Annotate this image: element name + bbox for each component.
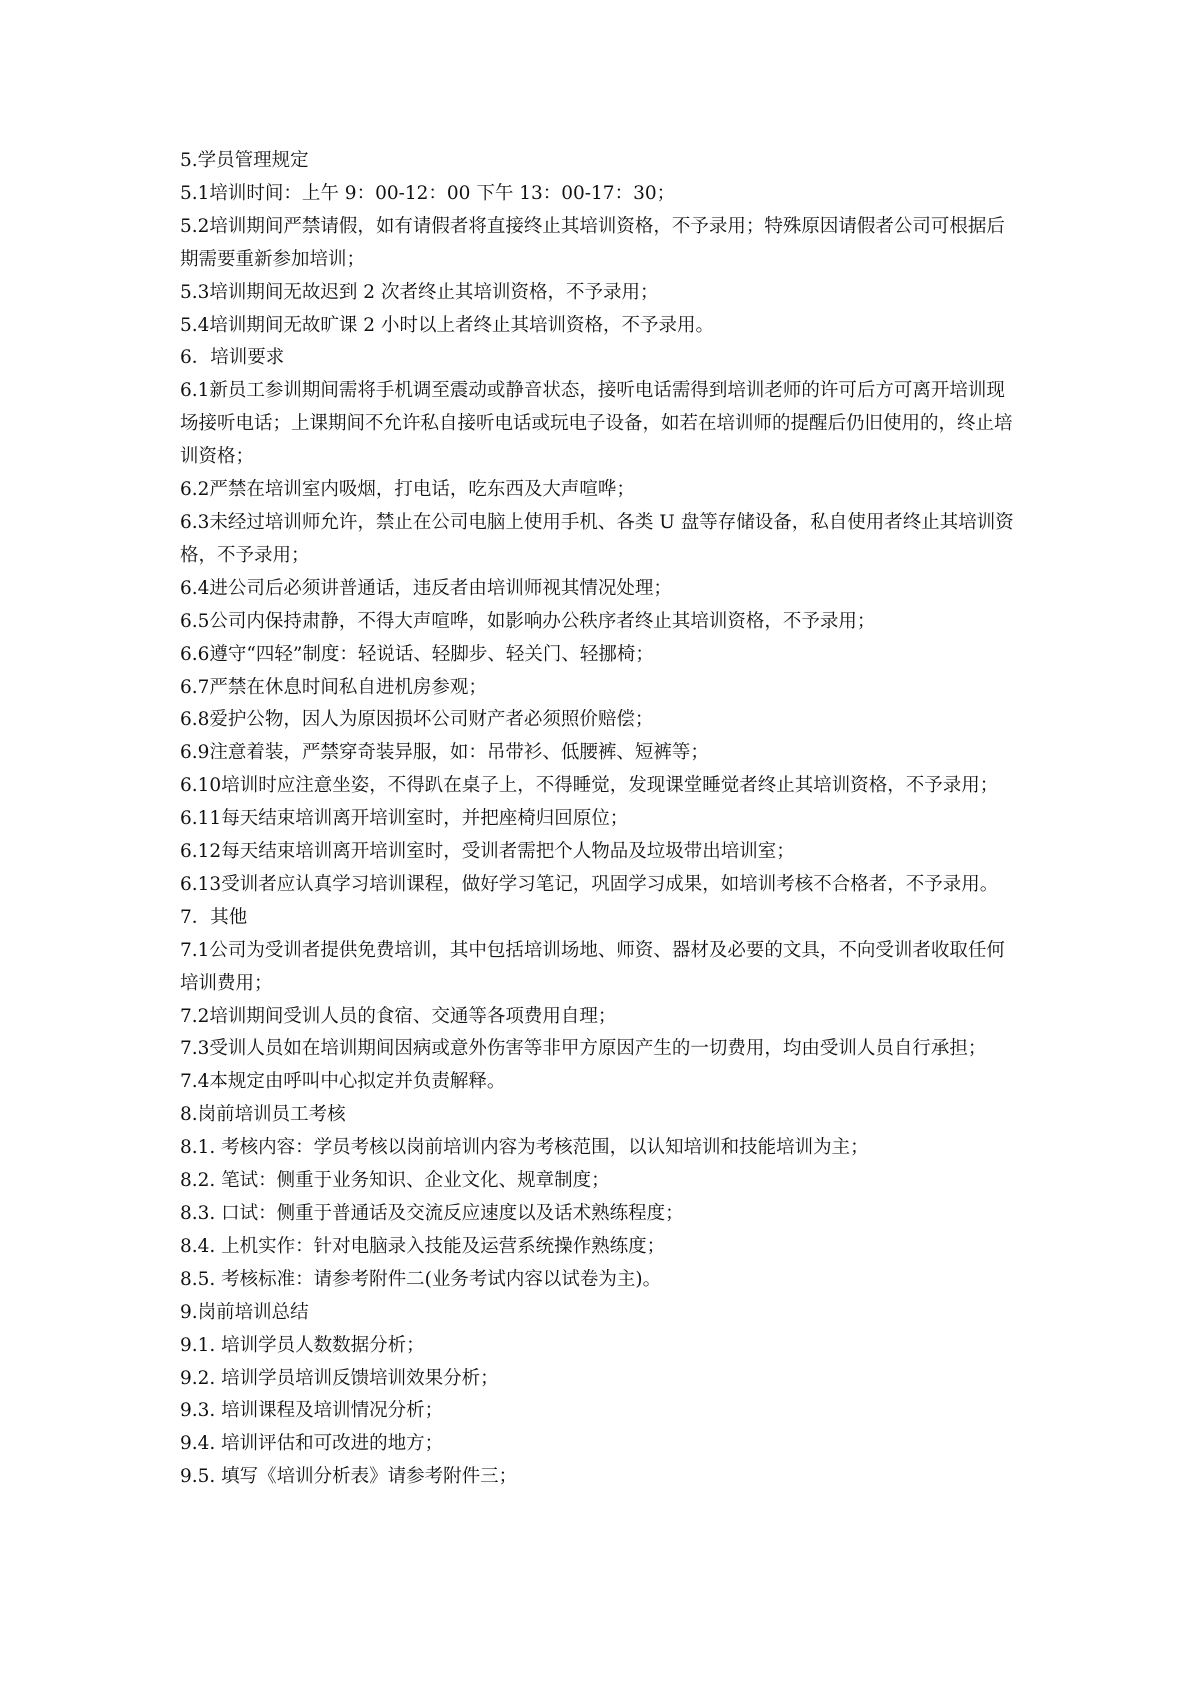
paragraph-5-3: 5.3培训期间无故迟到 2 次者终止其培训资格，不予录用； bbox=[180, 281, 659, 303]
paragraph-6-10: 6.10培训时应注意坐姿，不得趴在桌子上，不得睡觉，发现课堂睡觉者终止其培训资格，不予录用； bbox=[180, 775, 999, 797]
section-heading-5: 5.学员管理规定 bbox=[180, 150, 309, 171]
paragraph-6-1: 6.1新员工参训期间需将手机调至震动或静音状态，接听电话需得到培训老师的许可后方可离开培训现场接听电话；上课期间不允许私自接听电话或玩电子设备，如若在培训师的提醒后仍旧使用的，终止培训资格； bbox=[180, 380, 1013, 468]
document-body bbox=[180, 145, 1020, 1494]
paragraph-5-2: 5.2培训期间严禁请假，如有请假者将直接终止其培训资格，不予录用；特殊原因请假者公司可根据后期需要重新参加培训； bbox=[180, 215, 1005, 270]
paragraph-7-3: 7.3受训人员如在培训期间因病或意外伤害等非甲方原因产生的一切费用，均由受训人员自行承担； bbox=[180, 1038, 987, 1060]
paragraph-7-1: 7.1公司为受训者提供免费培训，其中包括培训场地、师资、器材及必要的文具，不向受训者收取任何培训费用； bbox=[180, 939, 1005, 994]
paragraph-6-3: 6.3未经过培训师允许，禁止在公司电脑上使用手机、各类 U 盘等存储设备，私自使用者终止其培训资格，不予录用； bbox=[180, 511, 1014, 566]
paragraph-9-1: 9.1. 培训学员人数数据分析； bbox=[180, 1334, 425, 1356]
paragraph-9-2: 9.2. 培训学员培训反馈培训效果分析； bbox=[180, 1367, 499, 1389]
paragraph-5-4: 5.4培训期间无故旷课 2 小时以上者终止其培训资格，不予录用。 bbox=[180, 314, 714, 336]
section-heading-7: 7．其他 bbox=[180, 906, 248, 928]
paragraph-7-4: 7.4本规定由呼叫中心拟定并负责解释。 bbox=[180, 1071, 506, 1093]
paragraph-6-8: 6.8爱护公物，因人为原因损坏公司财产者必须照价赔偿； bbox=[180, 709, 654, 731]
paragraph-9-3: 9.3. 培训课程及培训情况分析； bbox=[180, 1400, 444, 1422]
paragraph-6-4: 6.4进公司后必须讲普通话，违反者由培训师视其情况处理； bbox=[180, 577, 672, 599]
paragraph-9-4: 9.4. 培训评估和可改进的地方； bbox=[180, 1433, 444, 1455]
paragraph-8-2: 8.2. 笔试：侧重于业务知识、企业文化、规章制度； bbox=[180, 1170, 610, 1192]
paragraph-6-7: 6.7严禁在休息时间私自进机房参观； bbox=[180, 676, 487, 698]
paragraph-6-12: 6.12每天结束培训离开培训室时，受训者需把个人物品及垃圾带出培训室； bbox=[180, 841, 795, 863]
paragraph-6-13: 6.13受训者应认真学习培训课程，做好学习笔记，巩固学习成果，如培训考核不合格者，不予录用。 bbox=[180, 873, 999, 895]
paragraph-7-2: 7.2培训期间受训人员的食宿、交通等各项费用自理； bbox=[180, 1005, 617, 1027]
paragraph-6-6: 6.6遵守“四轻”制度：轻说话、轻脚步、轻关门、轻挪椅； bbox=[180, 643, 654, 665]
paragraph-8-3: 8.3. 口试：侧重于普通话及交流反应速度以及话术熟练程度； bbox=[180, 1203, 684, 1224]
paragraph-5-1: 5.1培训时间：上午 9：00-12：00 下午 13：00-17：30； bbox=[180, 182, 676, 204]
paragraph-8-5: 8.5. 考核标准：请参考附件二(业务考试内容以试卷为主)。 bbox=[180, 1268, 662, 1290]
section-heading-6: 6．培训要求 bbox=[180, 347, 285, 369]
paragraph-8-1: 8.1. 考核内容：学员考核以岗前培训内容为考核范围，以认知培训和技能培训为主； bbox=[180, 1137, 869, 1159]
paragraph-6-2: 6.2严禁在培训室内吸烟，打电话，吃东西及大声喧哗； bbox=[180, 479, 635, 501]
section-heading-9: 9.岗前培训总结 bbox=[180, 1301, 309, 1323]
paragraph-6-11: 6.11每天结束培训离开培训室时，并把座椅归回原位； bbox=[180, 808, 629, 830]
paragraph-8-4: 8.4. 上机实作：针对电脑录入技能及运营系统操作熟练度； bbox=[180, 1235, 666, 1257]
paragraph-6-5: 6.5公司内保持肃静，不得大声喧哗，如影响办公秩序者终止其培训资格，不予录用； bbox=[180, 610, 876, 632]
section-heading-8: 8.岗前培训员工考核 bbox=[180, 1104, 346, 1126]
paragraph-9-5: 9.5. 填写《培训分析表》请参考附件三； bbox=[180, 1466, 518, 1488]
paragraph-6-9: 6.9注意着装，严禁穿奇装异服，如：吊带衫、低腰裤、短裤等； bbox=[180, 742, 709, 764]
